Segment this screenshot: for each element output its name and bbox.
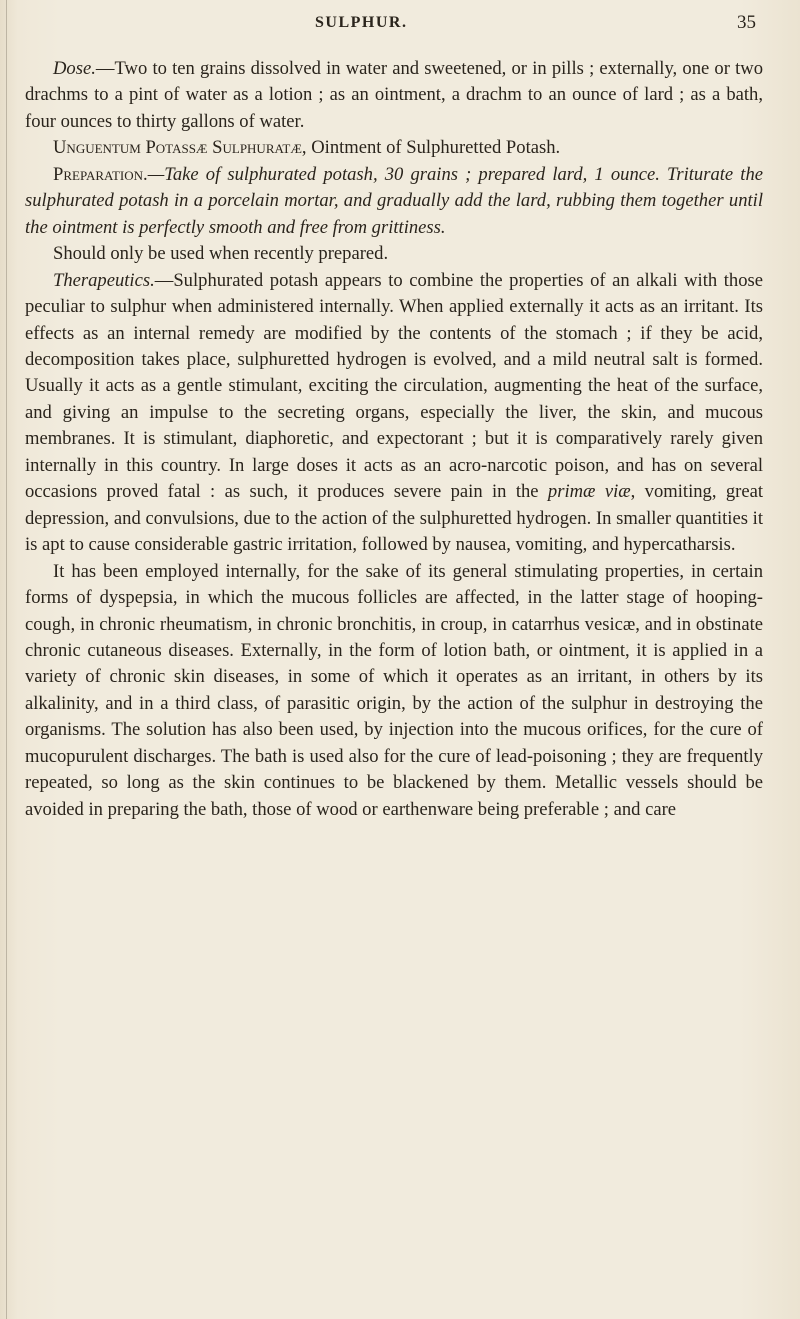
preparation-paragraph xyxy=(25,162,763,241)
unguentum-paragraph xyxy=(25,135,763,161)
therapeutics-text-2: , vomiting, great depression, and convulsions, due to the action of the sulphuretted hydrogen. In smaller quantities it is apt to cause considerable gastric irritation, followed by nausea, vomiting, and hypercatharsis. xyxy=(25,481,764,556)
employed-paragraph xyxy=(25,559,763,824)
therapeutics-paragraph xyxy=(25,268,763,559)
therapeutics-text-1: —Sulphurated potash appears to combine the properties of an alkali with those peculiar to sulphur when administered internally. When applied externally it acts as an irritant. Its effects as an internal remedy are modified by the contents of the stomach ; if they be acid, decomposition takes place, sulphuretted hydrogen is evolved, and a mild neutral salt is formed. Usually it acts as a gentle stimulant, exciting the circulation, augmenting the heat of the surface, and giving an impulse to the secreting organs, especially the liver, the skin, and mucous membranes. It is stimulant, diaphoretic, and expectorant ; but it is comparatively rarely given internally in this country. In large doses it acts as an acro-narcotic poison, and has on several occasions proved fatal : as such, it produces severe pain in the xyxy=(25,269,763,503)
therapeutics-italic: primæ viæ xyxy=(547,481,631,503)
body-text xyxy=(25,56,763,823)
dose-text: —Two to ten grains dissolved in water and sweetened, or in pills ; externally, one or two drachms to a pint of water as a lotion ; as an ointment, a drachm to an ounce of lard ; as a bath, four ounces to thirty gallons of water. xyxy=(25,58,763,132)
running-head: SULPHUR. xyxy=(315,14,408,31)
dose-label: Dose. xyxy=(53,58,96,79)
page-gutter-edge xyxy=(6,0,7,1319)
therapeutics-label: Therapeutics. xyxy=(53,269,155,291)
page-number: 35 xyxy=(737,12,756,33)
preparation-label: Preparation. xyxy=(53,163,148,185)
dose-paragraph xyxy=(25,56,763,135)
unguentum-title: Unguentum Potassæ Sulphuratæ, xyxy=(53,137,307,159)
page-header xyxy=(0,12,800,42)
note-paragraph xyxy=(25,241,763,267)
preparation-text: —Take of sulphurated potash, 30 grains ; prepared lard, 1 ounce. Triturate the sulphurated potash in a porcelain mortar, and gradually add the lard, rubbing them together until the ointment is perfectly smooth and free from grittiness. xyxy=(25,163,763,238)
unguentum-text: Ointment of Sulphuretted Potash. xyxy=(306,137,561,159)
note-text: Should only be used when recently prepared. xyxy=(53,243,389,265)
employed-text: It has been employed internally, for the sake of its general stimulating properties, in certain forms of dyspepsia, in which the mucous follicles are affected, in the latter stage of hooping-cough, in chronic rheumatism, in chronic bronchitis, in croup, in catarrhus vesicæ, and in obstinate chronic cutaneous diseases. Externally, in the form of lotion bath, or ointment, it is applied in a variety of chronic skin diseases, in some of which it operates as an irritant, in others by its alkalinity, and in a third class, of parasitic origin, by the action of the sulphur in destroying the organisms. The solution has also been used, by injection into the mucous orifices, for the cure of mucopurulent discharges. The bath is used also for the cure of lead-poisoning ; they are frequently repeated, so long as the skin continues to be blackened by them. Metallic vessels should be avoided in preparing the bath, those of wood or earthenware being preferable ; and care xyxy=(25,560,763,820)
